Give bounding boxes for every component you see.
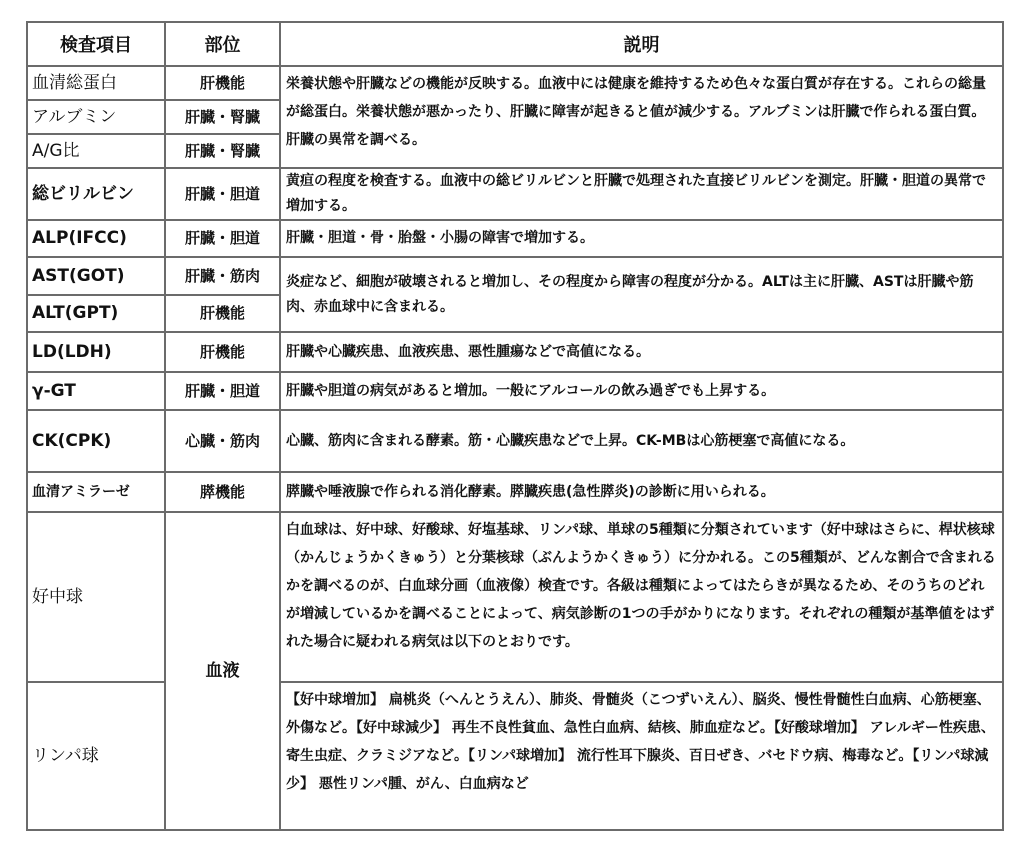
description-cell: 肝臓や心臓疾患、血液疾患、悪性腫瘍などで高値になる。 [280, 332, 1003, 372]
site-cell: 血液 [165, 512, 280, 830]
header-site: 部位 [165, 22, 280, 66]
item-cell: ALP(IFCC) [27, 220, 165, 257]
item-cell: 好中球 [27, 512, 165, 682]
site-cell: 肝臓・筋肉 [165, 257, 280, 295]
table-row [27, 257, 1003, 295]
item-cell: 血清アミラーゼ [27, 472, 165, 512]
site-cell: 肝臓・腎臓 [165, 100, 280, 134]
item-cell: LD(LDH) [27, 332, 165, 372]
table-row [27, 168, 1003, 220]
item-cell: 血清総蛋白 [27, 66, 165, 100]
table-row [27, 472, 1003, 512]
description-cell: 膵臓や唾液腺で作られる消化酵素。膵臓疾患(急性膵炎)の診断に用いられる。 [280, 472, 1003, 512]
site-cell: 肝機能 [165, 295, 280, 332]
description-cell: 心臓、筋肉に含まれる酵素。筋・心臓疾患などで上昇。CK-MBは心筋梗塞で高値になる。 [280, 410, 1003, 472]
item-cell: CK(CPK) [27, 410, 165, 472]
table-row [27, 66, 1003, 100]
description-cell: 白血球は、好中球、好酸球、好塩基球、リンパ球、単球の5種類に分類されています（好中球はさらに、桿状核球（かんじょうかくきゅう）と分葉核球（ぶんようかくきゅう）に分かれる。この5種類が、どんな割合で含まれるかを調べるのが、白血球分画（血液像）検査です。各級は種類によってはたらきが異なるため、そのうちのどれが増減しているかを調べることによって、病気診断の1つの手がかりになります。それぞれの種類が基準値をはずれた場合に疑われる病気は以下のとおりです。 [280, 512, 1003, 682]
site-cell: 肝機能 [165, 66, 280, 100]
site-cell: 肝機能 [165, 332, 280, 372]
site-cell: 肝臓・胆道 [165, 372, 280, 410]
description-cell: 【好中球増加】 扁桃炎（へんとうえん）、肺炎、骨髄炎（こつずいえん）、脳炎、慢性骨髄性白血病、心筋梗塞、外傷など。【好中球減少】 再生不良性貧血、急性白血病、結核、肺血症など。【好酸球増加】 アレルギー性疾患、寄生虫症、クラミジアなど。【リンパ球増加】 流行性耳下腺炎、百日ぜき、バセドウ病、梅毒など。【リンパ球減少】 悪性リンパ腫、がん、白血病など [280, 682, 1003, 830]
header-row [27, 22, 1003, 66]
table-row [27, 512, 1003, 682]
item-cell: γ-GT [27, 372, 165, 410]
item-cell: A/G比 [27, 134, 165, 168]
table-row [27, 372, 1003, 410]
description-cell: 肝臓や胆道の病気があると増加。一般にアルコールの飲み過ぎでも上昇する。 [280, 372, 1003, 410]
item-cell: アルブミン [27, 100, 165, 134]
site-cell: 肝臓・胆道 [165, 168, 280, 220]
item-cell: ALT(GPT) [27, 295, 165, 332]
description-cell: 黄疸の程度を検査する。血液中の総ビリルビンと肝臓で処理された直接ビリルビンを測定。肝臓・胆道の異常で増加する。 [280, 168, 1003, 220]
site-cell: 膵機能 [165, 472, 280, 512]
item-cell: AST(GOT) [27, 257, 165, 295]
table-row [27, 220, 1003, 257]
table-row [27, 332, 1003, 372]
header-description: 説明 [280, 22, 1003, 66]
exam-table [26, 21, 1004, 831]
item-cell: リンパ球 [27, 682, 165, 830]
header-item: 検査項目 [27, 22, 165, 66]
site-cell: 肝臓・胆道 [165, 220, 280, 257]
description-cell: 栄養状態や肝臓などの機能が反映する。血液中には健康を維持するため色々な蛋白質が存在する。これらの総量が総蛋白。栄養状態が悪かったり、肝臓に障害が起きると値が減少する。アルブミンは肝臓で作られる蛋白質。肝臓の異常を調べる。 [280, 66, 1003, 168]
item-cell: 総ビリルビン [27, 168, 165, 220]
description-cell: 肝臓・胆道・骨・胎盤・小腸の障害で増加する。 [280, 220, 1003, 257]
table-row [27, 410, 1003, 472]
site-cell: 肝臓・腎臓 [165, 134, 280, 168]
site-cell: 心臓・筋肉 [165, 410, 280, 472]
description-cell: 炎症など、細胞が破壊されると増加し、その程度から障害の程度が分かる。ALTは主に肝臓、ASTは肝臓や筋肉、赤血球中に含まれる。 [280, 257, 1003, 332]
exam-table-container [26, 21, 1002, 831]
